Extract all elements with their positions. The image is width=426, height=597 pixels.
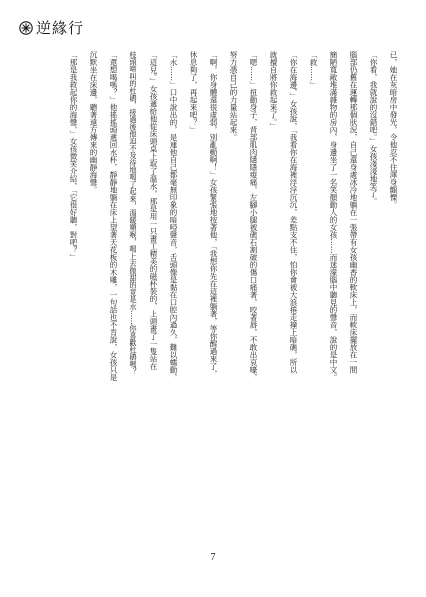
text-column: 「救……」	[309, 51, 318, 89]
text-column: 就擅自將你救起來了。」	[269, 51, 278, 130]
text-column: 「嗯……」扭動身子，背部肌肉隱隱痠痛，左腳小腿被礁石割破的傷口痛著，咬著唇，不敢出哀嚎，	[249, 51, 258, 381]
text-column: 「水……」口中說出的，是連他自己都毫無印象的暗啞聲音，舌頭像是黏在口腔內過久，難以蠕動，	[169, 51, 178, 381]
text-column: 休息夠了，再起來吧？」	[189, 51, 198, 134]
running-header	[19, 17, 84, 39]
text-column: 已，她在灰暗房中發光，令他忍不住渾身顫慄。	[389, 51, 398, 209]
page-number: 7	[210, 552, 216, 563]
text-column: 努力憑自己的力量站起來。	[229, 51, 238, 141]
emblem-icon	[19, 21, 33, 35]
text-column: 沉默坐在床邊，聽著遠方傳來的幽靜海聲。	[89, 51, 98, 194]
text-column: 枝頭啼叫的杜鵑，接過後他迫不及待地喝了起來，溫暖順喉，喝上去微甜的竟是水……你喜歡杜鵑嗎？	[129, 51, 138, 375]
book-title: 逆緣行	[36, 19, 85, 37]
body-text	[63, 51, 403, 383]
text-column: 腦部仍舊在運轉那個狀況，自己還身處冰冷地躺在一張帶有女孩幽香的軟床上，而軟床擺放在一間	[349, 51, 358, 374]
text-column: 「啊，你身體還很虛弱，別亂動啊！」女孩緊張地按著他，「我想你先在這裡躺著，等你醒過來了，	[209, 51, 218, 378]
text-column: 「那是我救起你的海聲，」女孩微笑介紹，「它很好聽，對吧？」	[69, 51, 78, 261]
text-column: 「你看，我就說的沒錯吧。」女孩淺淺地笑了。	[369, 51, 378, 205]
text-column: 「你在海邊，」女孩說，「我看你在海裡浮浮沉沉，差點支不住，怕你會被大浪捲走撞上暗礁，所以	[289, 51, 298, 374]
text-column: 「還想喝嗎？」他搖搖頭遞回水杯，靜靜地躺在床上望著天花板的木雕，一句話也不肯說，女孩只是	[109, 51, 118, 381]
text-column: 「這兒。」女孩遞給他從床頭桌上取了溫水，那是用一只畫工精美的磁杯裝的，上頭畫了一隻站在	[149, 51, 158, 370]
text-column: 簡陋寬敞堆滿雜物的房內，身邊坐了一名笑顏動人的女孩……而迷濛腦中聽見的聲音，說的是中文。	[329, 51, 338, 381]
